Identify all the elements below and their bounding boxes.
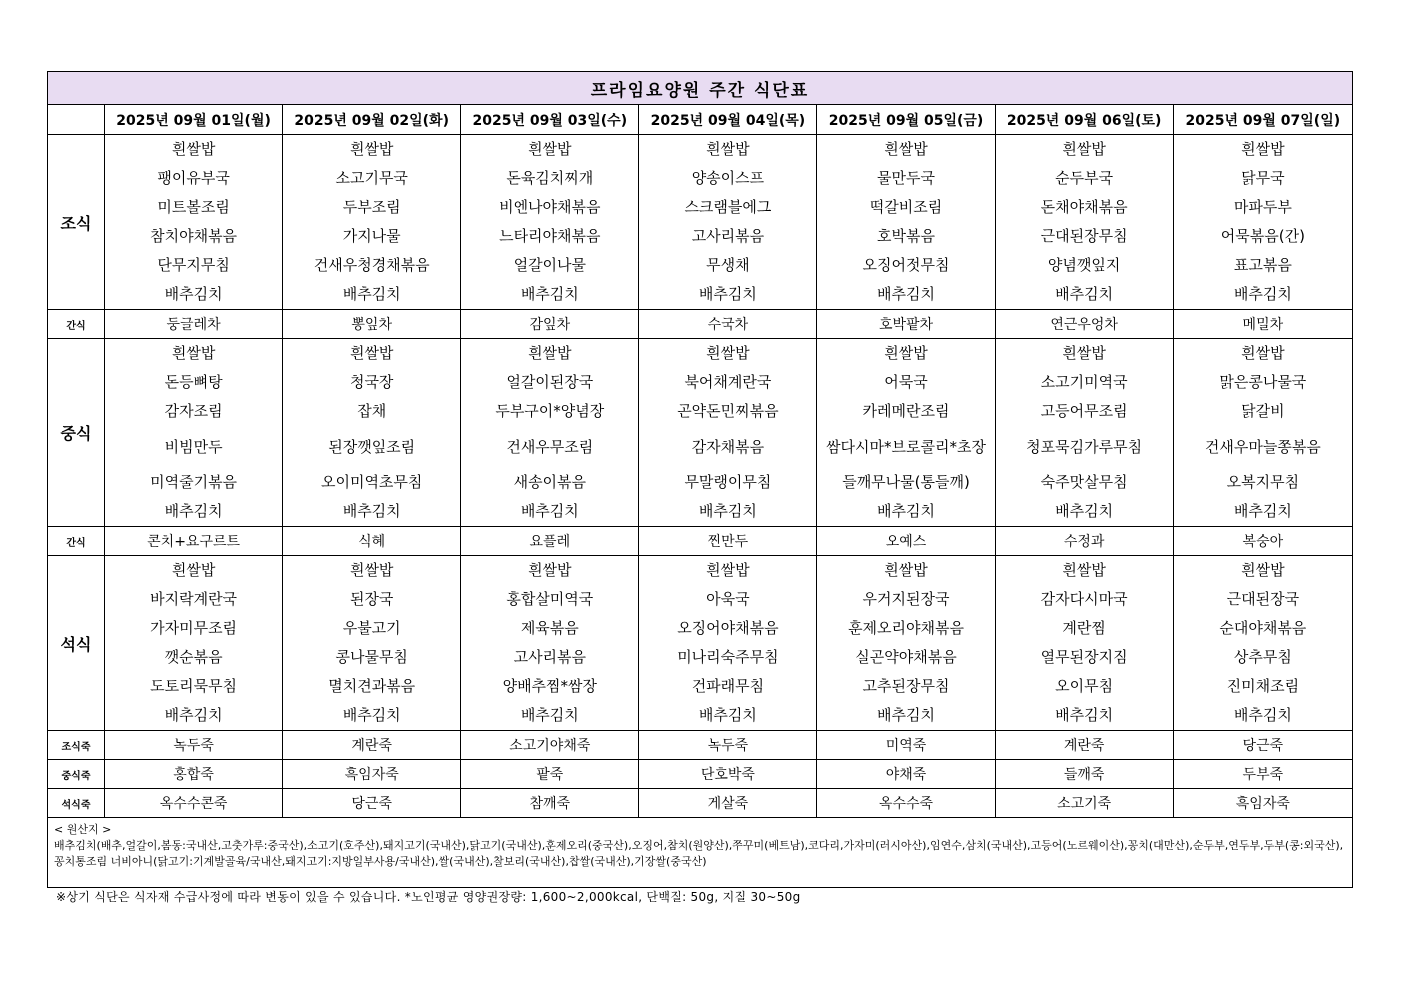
menu-item: 고사리볶음 [513, 648, 587, 666]
menu-item: 양송이스프 [691, 169, 765, 187]
menu-item: 청국장 [349, 373, 394, 391]
date-header: 2025년 09월 02일(화) [283, 105, 461, 135]
menu-item: 도토리묵무침 [150, 677, 238, 695]
single-row [48, 789, 1353, 818]
menu-item: 연근우엉차 [995, 310, 1173, 339]
menu-item: 배추김치 [520, 706, 579, 724]
date-header: 2025년 09월 06일(토) [995, 105, 1173, 135]
menu-item: 미역줄기볶음 [150, 473, 238, 491]
day-menu-cell [105, 339, 283, 527]
menu-item: 흰쌀밥 [528, 561, 572, 579]
menu-item: 녹두죽 [105, 731, 283, 760]
menu-item: 물만두국 [877, 169, 935, 187]
menu-item: 고사리볶음 [691, 227, 765, 245]
menu-item: 잡채 [357, 402, 387, 420]
day-menu-cell [1173, 339, 1352, 527]
menu-item: 배추김치 [164, 502, 223, 520]
menu-item: 흰쌀밥 [706, 561, 750, 579]
menu-item: 계란죽 [995, 731, 1173, 760]
menu-item: 흰쌀밥 [528, 140, 572, 158]
menu-item: 두부구이*양념장 [495, 402, 605, 420]
menu-item: 맑은콩나물국 [1219, 373, 1307, 391]
day-menu-cell [1173, 556, 1352, 731]
origin-heading: < 원산지 > [54, 823, 112, 836]
menu-item: 곤약돈민찌볶음 [677, 402, 779, 420]
menu-item: 감자채볶음 [691, 438, 765, 456]
menu-item: 단호박죽 [639, 760, 817, 789]
menu-item: 닭무국 [1241, 169, 1285, 187]
menu-item: 옥수수죽 [817, 789, 995, 818]
menu-item: 깻순볶음 [164, 648, 223, 666]
menu-item: 돈채야채볶음 [1040, 198, 1128, 216]
meal-label: 간식 [48, 527, 105, 556]
menu-item: 바지락계란국 [150, 590, 238, 608]
menu-item: 식혜 [283, 527, 461, 556]
menu-item: 수국차 [639, 310, 817, 339]
menu-item: 흰쌀밥 [171, 561, 216, 579]
menu-item: 감자조림 [164, 402, 223, 420]
meal-label: 석식 [48, 556, 105, 731]
menu-item: 찐만두 [639, 527, 817, 556]
menu-item: 상추무침 [1233, 648, 1292, 666]
menu-item: 미트볼조림 [157, 198, 230, 216]
menu-item: 오징어젓무침 [862, 256, 950, 274]
menu-item: 느타리야채볶음 [499, 227, 601, 245]
menu-item: 비엔나야채볶음 [499, 198, 601, 216]
date-header: 2025년 09월 04일(목) [639, 105, 817, 135]
date-header: 2025년 09월 05일(금) [817, 105, 995, 135]
menu-item: 오이무침 [1055, 677, 1114, 695]
menu-item: 실곤약야채볶음 [855, 648, 957, 666]
menu-item: 계란죽 [283, 731, 461, 760]
menu-item: 얼갈이나물 [513, 256, 587, 274]
day-menu-cell [105, 556, 283, 731]
menu-item: 배추김치 [1233, 502, 1292, 520]
day-menu-cell [639, 135, 817, 310]
menu-item: 흰쌀밥 [1241, 140, 1285, 158]
menu-item: 감자다시마국 [1040, 590, 1128, 608]
menu-item: 우거지된장국 [862, 590, 950, 608]
menu-item: 우불고기 [342, 619, 401, 637]
menu-item: 감잎차 [461, 310, 639, 339]
menu-item: 배추김치 [698, 706, 757, 724]
menu-item: 수정과 [995, 527, 1173, 556]
menu-item: 요플레 [461, 527, 639, 556]
menu-item: 옥수수콘죽 [105, 789, 283, 818]
menu-item: 배추김치 [877, 285, 935, 303]
menu-item: 팥죽 [461, 760, 639, 789]
menu-item: 배추김치 [342, 285, 401, 303]
menu-item: 청포묵김가루무침 [1026, 438, 1143, 456]
day-menu-cell [995, 339, 1173, 527]
menu-item: 복숭아 [1173, 527, 1352, 556]
menu-item: 순두부국 [1055, 169, 1114, 187]
menu-item: 배추김치 [1233, 706, 1292, 724]
menu-item: 배추김치 [164, 706, 223, 724]
menu-item: 둥글레차 [105, 310, 283, 339]
single-row [48, 310, 1353, 339]
menu-item: 순대야채볶음 [1219, 619, 1307, 637]
meal-label: 중식죽 [48, 760, 105, 789]
menu-item: 흰쌀밥 [528, 344, 572, 362]
menu-item: 배추김치 [520, 285, 579, 303]
meal-label: 간식 [48, 310, 105, 339]
menu-item: 닭갈비 [1241, 402, 1285, 420]
menu-item: 오예스 [817, 527, 995, 556]
menu-item: 건새우무조림 [506, 438, 594, 456]
menu-title: 프라임요양원 주간 식단표 [48, 72, 1353, 105]
menu-item: 미나리숙주무침 [677, 648, 779, 666]
menu-item: 배추김치 [877, 502, 935, 520]
menu-item: 된장국 [349, 590, 394, 608]
menu-item: 양념깻잎지 [1047, 256, 1121, 274]
meal-label: 조식죽 [48, 731, 105, 760]
day-menu-cell [817, 556, 995, 731]
menu-item: 콩나물무침 [335, 648, 408, 666]
day-menu-cell [461, 135, 639, 310]
menu-item: 배추김치 [342, 502, 401, 520]
day-menu-cell [283, 556, 461, 731]
menu-item: 배추김치 [520, 502, 579, 520]
menu-item: 야채죽 [817, 760, 995, 789]
menu-item: 가지나물 [342, 227, 401, 245]
menu-item: 배추김치 [877, 706, 935, 724]
menu-item: 배추김치 [1055, 285, 1114, 303]
menu-item: 계란찜 [1062, 619, 1106, 637]
day-menu-cell [639, 556, 817, 731]
menu-item: 스크램블에그 [684, 198, 772, 216]
menu-item: 홍합살미역국 [506, 590, 594, 608]
menu-item: 홍합죽 [105, 760, 283, 789]
menu-item: 흰쌀밥 [706, 140, 750, 158]
meal-label: 조식 [48, 135, 105, 310]
menu-item: 흰쌀밥 [171, 344, 216, 362]
menu-item: 열무된장지짐 [1040, 648, 1128, 666]
day-menu-cell [995, 135, 1173, 310]
menu-item: 팽이유부국 [157, 169, 230, 187]
meal-row [48, 339, 1353, 527]
day-menu-cell [461, 556, 639, 731]
menu-item: 녹두죽 [639, 731, 817, 760]
date-header: 2025년 09월 03일(수) [461, 105, 639, 135]
single-row [48, 527, 1353, 556]
menu-item: 배추김치 [1055, 502, 1114, 520]
menu-item: 소고기무국 [335, 169, 408, 187]
menu-item: 얼갈이된장국 [506, 373, 594, 391]
menu-item: 들깨죽 [995, 760, 1173, 789]
menu-item: 배추김치 [1055, 706, 1114, 724]
menu-item: 흰쌀밥 [884, 140, 928, 158]
menu-item: 건파래무침 [691, 677, 765, 695]
menu-item: 돈등뼈탕 [164, 373, 223, 391]
menu-item: 뽕잎차 [283, 310, 461, 339]
menu-item: 흰쌀밥 [171, 140, 216, 158]
menu-item: 표고볶음 [1233, 256, 1292, 274]
menu-item: 참치야채볶음 [150, 227, 238, 245]
menu-item: 흰쌀밥 [1241, 344, 1285, 362]
menu-item: 고등어무조림 [1040, 402, 1128, 420]
menu-item: 건새우마늘쫑볶음 [1204, 438, 1321, 456]
menu-item: 소고기미역국 [1040, 373, 1128, 391]
menu-item: 배추김치 [698, 502, 757, 520]
origin-info [48, 818, 1353, 888]
meal-label: 석식죽 [48, 789, 105, 818]
menu-item: 흰쌀밥 [1062, 344, 1106, 362]
menu-item: 어묵볶음(간) [1220, 227, 1305, 245]
weekly-menu-table [47, 71, 1353, 888]
menu-item: 흰쌀밥 [884, 561, 928, 579]
menu-item: 소고기죽 [995, 789, 1173, 818]
menu-item: 떡갈비조림 [869, 198, 943, 216]
menu-item: 근대된장무침 [1040, 227, 1128, 245]
menu-item: 게살죽 [639, 789, 817, 818]
menu-item: 멸치견과볶음 [328, 677, 416, 695]
origin-row [48, 818, 1353, 888]
menu-item: 두부조림 [342, 198, 401, 216]
day-menu-cell [639, 339, 817, 527]
single-row [48, 731, 1353, 760]
day-menu-cell [283, 339, 461, 527]
menu-item: 북어채계란국 [684, 373, 772, 391]
date-header: 2025년 09월 01일(월) [105, 105, 283, 135]
menu-item: 흰쌀밥 [1062, 140, 1106, 158]
menu-item: 아욱국 [706, 590, 750, 608]
menu-item: 어묵국 [884, 373, 928, 391]
menu-item: 배추김치 [698, 285, 757, 303]
menu-item: 배추김치 [1233, 285, 1292, 303]
menu-item: 제육볶음 [520, 619, 579, 637]
menu-item: 참깨죽 [461, 789, 639, 818]
menu-item: 흰쌀밥 [706, 344, 750, 362]
menu-item: 콘치+요구르트 [105, 527, 283, 556]
menu-item: 무말랭이무침 [684, 473, 772, 491]
date-header: 2025년 09월 07일(일) [1173, 105, 1352, 135]
day-menu-cell [817, 339, 995, 527]
menu-item: 소고기야채죽 [461, 731, 639, 760]
menu-item: 흰쌀밥 [349, 140, 394, 158]
menu-item: 배추김치 [164, 285, 223, 303]
menu-item: 오이미역초무침 [320, 473, 423, 491]
menu-item: 진미채조림 [1226, 677, 1300, 695]
day-menu-cell [995, 556, 1173, 731]
meal-row [48, 556, 1353, 731]
menu-item: 흰쌀밥 [1241, 561, 1285, 579]
date-header-row [48, 105, 1353, 135]
menu-item: 마파두부 [1233, 198, 1292, 216]
menu-item: 미역죽 [817, 731, 995, 760]
menu-item: 무생채 [706, 256, 750, 274]
corner-cell [48, 105, 105, 135]
menu-item: 호박볶음 [877, 227, 935, 245]
menu-item: 된장깻잎조림 [328, 438, 416, 456]
menu-item: 단무지무침 [157, 256, 230, 274]
menu-item: 흑임자죽 [1173, 789, 1352, 818]
menu-item: 당근죽 [1173, 731, 1352, 760]
menu-item: 훈제오리야채볶음 [848, 619, 964, 637]
day-menu-cell [283, 135, 461, 310]
menu-item: 들깨무나물(통들깨) [842, 473, 970, 491]
menu-item: 비빔만두 [164, 438, 223, 456]
menu-item: 근대된장국 [1226, 590, 1300, 608]
menu-item: 쌈다시마*브로콜리*초장 [826, 438, 986, 456]
day-menu-cell [461, 339, 639, 527]
footnote: ※상기 식단은 식자재 수급사정에 따라 변동이 있을 수 있습니다. *노인평균 영양권장량: 1,600~2,000kcal, 단백질: 50g, 지질 30~50g [56, 890, 801, 904]
menu-item: 건새우청경채볶음 [313, 256, 430, 274]
meal-row [48, 135, 1353, 310]
meal-label: 중식 [48, 339, 105, 527]
menu-item: 오복지무침 [1226, 473, 1300, 491]
day-menu-cell [1173, 135, 1352, 310]
menu-item: 메밀차 [1173, 310, 1352, 339]
menu-item: 돈육김치찌개 [506, 169, 594, 187]
menu-item: 새송이볶음 [513, 473, 587, 491]
single-row [48, 760, 1353, 789]
menu-item: 양배추찜*쌈장 [502, 677, 598, 695]
day-menu-cell [105, 135, 283, 310]
menu-item: 흑임자죽 [283, 760, 461, 789]
menu-item: 흰쌀밥 [1062, 561, 1106, 579]
menu-item: 오징어야채볶음 [677, 619, 779, 637]
menu-item: 배추김치 [342, 706, 401, 724]
menu-item: 흰쌀밥 [349, 344, 394, 362]
menu-item: 가자미무조림 [150, 619, 238, 637]
menu-item: 두부죽 [1173, 760, 1352, 789]
menu-item: 고추된장무침 [862, 677, 950, 695]
menu-item: 호박팥차 [817, 310, 995, 339]
menu-item: 당근죽 [283, 789, 461, 818]
day-menu-cell [817, 135, 995, 310]
menu-item: 흰쌀밥 [349, 561, 394, 579]
origin-text: 배추김치(배추,얼갈이,봄동:국내산,고춧가루:중국산),소고기(호주산),돼지고기(국내산),닭고기(국내산),훈제오리(중국산),오징어,참치(원양산),쭈꾸미(베트남),코다리,가자미(러시아산),임연수,삼치(국내산),고등어(노르웨이산),꽁치(대만산),순두부,연두부,두부(콩:외국산),꽁치통조림 너비아니(닭고기:기계발골육/국내산,돼지고기:지방일부사용/국내산),쌀(국내산),찰보리(국내산),찹쌀(국내산),기장쌀(중국산) [54, 839, 1344, 868]
menu-item: 카레메란조림 [862, 402, 950, 420]
menu-item: 흰쌀밥 [884, 344, 928, 362]
menu-item: 숙주맛살무침 [1040, 473, 1128, 491]
